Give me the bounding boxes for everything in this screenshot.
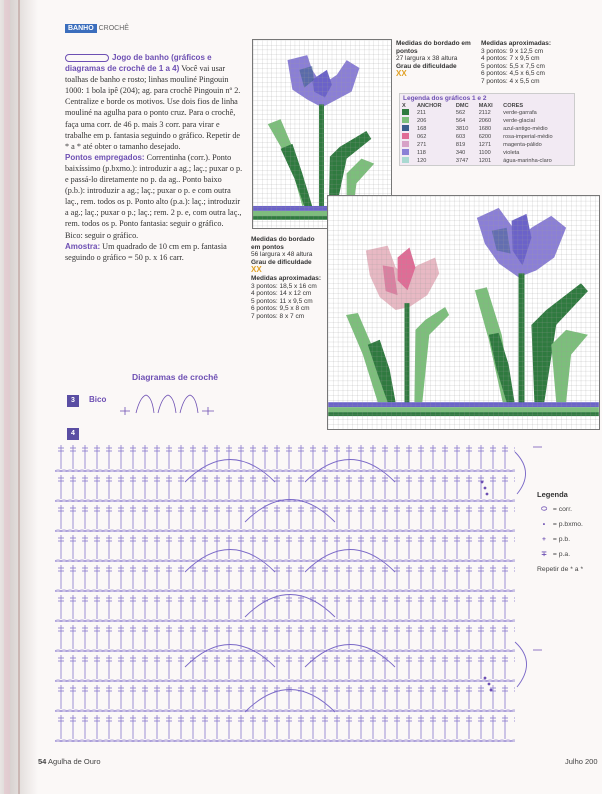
- legend-cell-anchor: 271: [416, 142, 427, 148]
- chart-1-approx-measures: [481, 40, 591, 86]
- legend-header: DMC: [455, 103, 469, 109]
- color-swatch: [402, 141, 409, 147]
- bico-diagram: [118, 393, 218, 415]
- chart-2-approx-item: 3 pontos: 18,5 x 16 cm: [251, 282, 317, 290]
- legend-header: X: [402, 103, 406, 109]
- chart-2-size-title: Medidas do bordado em pontos: [251, 236, 315, 251]
- legend-cell-anchor: 062: [416, 134, 427, 140]
- legend-cell-name: magenta-pálido: [503, 142, 542, 148]
- sample-text: Um quadrado de 10 cm em p. fantasia seguindo o gráfico = 50 p. x 16 carr.: [65, 241, 227, 262]
- legend-cell-anchor: 118: [416, 150, 426, 156]
- logo-icon: [65, 54, 109, 62]
- legend-cell-maxi: 2060: [478, 118, 492, 124]
- footer-date: Julho 200: [565, 757, 598, 766]
- chain-stitch-icon: ⬭: [541, 506, 547, 513]
- repeat-note: Repetir de * a *: [537, 566, 584, 573]
- chart-1-approx-item: 3 pontos: 9 x 12,5 cm: [481, 47, 544, 55]
- color-swatch: [402, 117, 409, 123]
- crochet-legend-title: Legenda: [537, 490, 568, 499]
- section-tag: BANHO: [65, 24, 97, 33]
- legend-cell-dmc: 3810: [455, 126, 469, 132]
- legend-header: MAXI: [478, 103, 493, 109]
- legend-cell-anchor: 168: [416, 126, 427, 132]
- legend-cell-maxi: 1271: [478, 142, 492, 148]
- chart-2-approx-item: 4 pontos: 14 x 12 cm: [251, 290, 312, 298]
- color-legend-table: [399, 93, 575, 166]
- legend-cell-anchor: 211: [416, 110, 426, 116]
- color-swatch: [402, 125, 409, 131]
- slip-stitch-icon: •: [542, 521, 546, 528]
- legend-cell-name: verde-garrafa: [503, 110, 537, 116]
- stitches-paragraph: [65, 152, 243, 241]
- crochet-fantasy-diagram: [55, 442, 542, 752]
- chart-2-approx-item: 5 pontos: 11 x 9,5 cm: [251, 297, 313, 305]
- legend-label: = p.bxmo.: [552, 521, 583, 528]
- color-swatch: [402, 149, 409, 155]
- sample-paragraph: [65, 241, 243, 263]
- legend-item-corr: [537, 502, 583, 517]
- legend-row: [400, 125, 574, 133]
- legend-row: [400, 157, 574, 165]
- legend-cell-name: violeta: [503, 150, 520, 156]
- sample-title: Amostra:: [65, 241, 101, 251]
- chart-1-size-value: 27 largura x 38 altura: [396, 55, 458, 63]
- crochet-legend: [537, 487, 583, 577]
- legend-row: [400, 133, 574, 141]
- difficulty-icon: XX: [251, 265, 262, 275]
- stitches-text: Correntinha (corr.). Ponto baixíssimo (p.bxmo.): introduzir a ag.; laç.; puxar o p. e passá-lo diretamente no p. da ag.. Ponto baixo (p.b.): introduzir a ag.; laç.; puxar o p. e com outra laç., rem. todos os p. Ponto alto (p.a.): laç.; introduzir a ag.; laç.; puxar o p.; laç.; rem. 2 p. e, com outra laç., rem. todos os p. Ponto fantasia: seguir o gráfico. Bico: seguir o gráfico.: [65, 152, 243, 240]
- diagrams-title: Diagramas de crochê: [132, 372, 218, 382]
- double-crochet-icon: ∓: [541, 551, 547, 558]
- color-swatch: [402, 109, 409, 115]
- legend-cell-name: azul-antigo-médio: [503, 126, 548, 132]
- legend-cell-dmc: 564: [455, 118, 466, 124]
- chart-2-approx-item: 7 pontos: 8 x 7 cm: [251, 312, 305, 320]
- legend-label: = p.b.: [552, 536, 571, 543]
- chart-1-approx-title: Medidas aproximadas:: [481, 40, 552, 47]
- legend-cell-name: verde-glacial: [503, 118, 535, 124]
- chart-2-difficulty-title: Grau de dificuldade: [251, 258, 312, 266]
- chart-1-size-info: [396, 40, 476, 79]
- legend-cell-anchor: 120: [416, 158, 427, 164]
- legend-table: [400, 103, 574, 165]
- stitches-title: Pontos empregados:: [65, 152, 145, 162]
- legend-cell-dmc: 562: [455, 110, 466, 116]
- legend-cell-dmc: 3747: [455, 158, 469, 164]
- cross-stitch-chart-2: [327, 195, 600, 430]
- legend-cell-dmc: 819: [455, 142, 466, 148]
- single-crochet-icon: +: [542, 536, 546, 543]
- chart-2-svg: [328, 196, 599, 429]
- legend-cell-dmc: 603: [455, 134, 466, 140]
- legend-cell-name: água-marinha-claro: [503, 158, 552, 164]
- legend-table-title: Legenda dos gráficos 1 e 2: [403, 95, 487, 102]
- section-header: [65, 25, 129, 32]
- legend-cell-anchor: 206: [416, 118, 427, 124]
- bico-label: Bico: [89, 395, 107, 404]
- chart-2-approx-item: 6 pontos: 9,5 x 8 cm: [251, 305, 310, 313]
- intro-material: Você vai usar toalhas de banho e rosto; linhas mouliné Pingouin 1000: 1 bola ipê (204); ag. para crochê Pingouin nº 2. Centralize e borde os motivos. Use dois fios de linha mouliné na agulha para o ponto cruz. Para o crochê, faça uma corr. de 46 p. mais 3 corr. para virar e trabalhe em p. fantasia seguindo o gráfico. Repetir de * a * até obter o tamanho desejado.: [65, 64, 241, 151]
- legend-cell-dmc: 340: [455, 150, 466, 156]
- intro-title: Jogo de banho (gráficos e diagramas de crochê de 1 a 4): [65, 53, 212, 74]
- page-number: 54: [38, 757, 47, 766]
- bico-number: 3: [67, 395, 79, 407]
- color-swatch: [402, 157, 409, 163]
- crochet-diagram-number: 4: [67, 428, 79, 440]
- legend-cell-name: rosa-imperial-médio: [503, 134, 553, 140]
- legend-item-pbxmo: [537, 517, 583, 532]
- chart-2-size-info: [251, 236, 325, 321]
- legend-label: = corr.: [552, 506, 572, 513]
- chart-2-size-value: 56 largura x 48 altura: [251, 251, 313, 259]
- legend-label: = p.a.: [552, 551, 571, 558]
- legend-body: [400, 109, 574, 165]
- chart-2-approx-title: Medidas aproximadas:: [251, 274, 322, 282]
- legend-row: [400, 117, 574, 125]
- section-subtitle: CROCHÊ: [98, 25, 129, 32]
- intro-paragraph: [65, 52, 243, 152]
- chart-1-approx-item: 6 pontos: 4,5 x 6,5 cm: [481, 70, 545, 78]
- legend-cell-maxi: 1100: [478, 150, 491, 156]
- footer-left: [38, 757, 101, 766]
- legend-cell-maxi: 1201: [478, 158, 492, 164]
- color-swatch: [402, 133, 409, 139]
- legend-row: [400, 109, 574, 117]
- difficulty-icon: XX: [396, 69, 407, 79]
- page-binding: [0, 0, 38, 794]
- chart-1-approx-item: 7 pontos: 4 x 5,5 cm: [481, 77, 540, 85]
- instructions-text: [65, 52, 243, 263]
- chart-1-approx-item: 4 pontos: 7 x 9,5 cm: [481, 55, 540, 63]
- legend-header: CORES: [503, 103, 524, 109]
- magazine-name: Agulha de Ouro: [48, 757, 101, 766]
- legend-cell-maxi: 2112: [478, 110, 491, 116]
- chart-1-difficulty-title: Grau de dificuldade: [396, 62, 457, 70]
- legend-row: [400, 149, 574, 157]
- chart-1-size-title: Medidas do bordado em pontos: [396, 40, 471, 55]
- legend-cell-maxi: 1680: [478, 126, 492, 132]
- legend-row: [400, 141, 574, 149]
- legend-item-pb: [537, 532, 583, 547]
- legend-cell-maxi: 6200: [478, 134, 492, 140]
- legend-header: ANCHOR: [416, 103, 442, 109]
- legend-item-pa: [537, 547, 583, 562]
- chart-1-approx-item: 5 pontos: 5,5 x 7,5 cm: [481, 62, 545, 70]
